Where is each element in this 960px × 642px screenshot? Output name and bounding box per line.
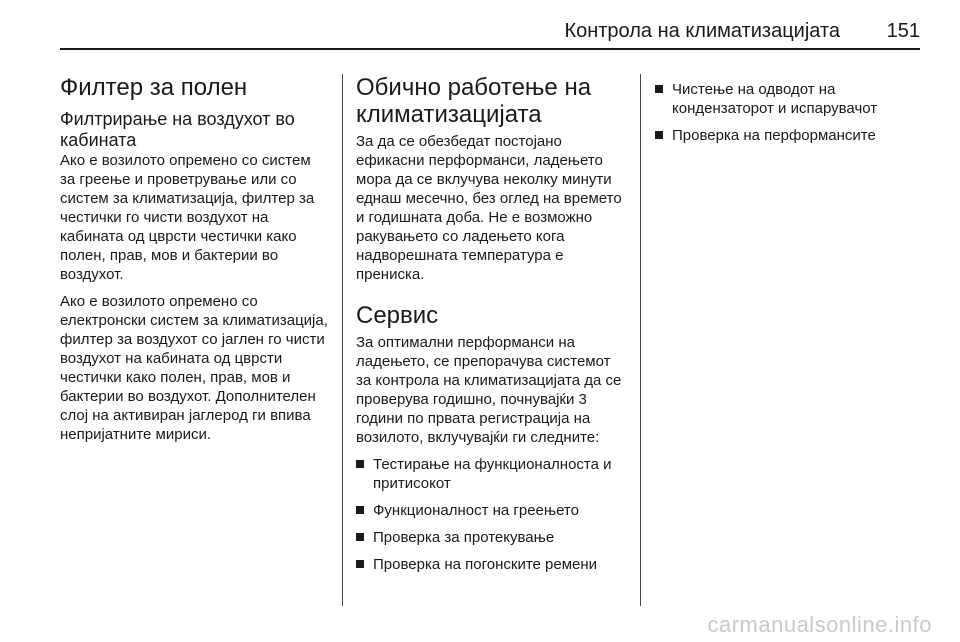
column-2	[356, 74, 624, 582]
paragraph: Ако е возилото опремено со систем за греење и проветрување или со систем за климатизација, филтер за честички го чисти воздухот на кабината од цврсти честички како полен, прав, мов и бактерии во воздухот.	[60, 152, 315, 283]
section-heading-pollen-filter: Филтер за полен	[60, 74, 248, 101]
page-header	[60, 14, 920, 50]
column-3	[655, 74, 923, 153]
subheading-cabin-air-filtration: Филтрирање на воздухот во кабината	[60, 109, 295, 150]
square-bullet-icon	[356, 460, 364, 468]
paragraph: За да се обезбедат постојано ефикасни перформанси, ладењето мора да се вклучува неколку минути еднаш месечно, без оглед на времето и годишната доба. Не е возможно ракувањето со ладењето кога надворешната температура е прениска.	[356, 133, 622, 283]
square-bullet-icon	[356, 533, 364, 541]
square-bullet-icon	[356, 560, 364, 568]
list-item: Проверка на погонските ремени	[356, 555, 624, 574]
list-item: Тестирање на функционалноста и притисокот	[356, 455, 624, 493]
service-checklist-continued	[655, 80, 923, 145]
service-checklist	[356, 455, 624, 574]
column-divider-1	[342, 74, 343, 606]
page-number: 151	[886, 20, 920, 42]
column-1	[60, 74, 328, 452]
section-heading-service: Сервис	[356, 302, 439, 329]
header-title: Контрола на климатизацијата	[564, 20, 840, 42]
list-item: Проверка на перформансите	[655, 126, 923, 145]
paragraph: За оптимални перформанси на ладењето, се препорачува системот за контрола на климатизацијата да се проверува годишно, почнувајќи 3 години по првата регистрација на возилото, вклучувајќи ги следните:	[356, 334, 622, 446]
square-bullet-icon	[655, 85, 663, 93]
section-heading-normal-operation: Обично работење на климатизацијата	[356, 74, 592, 128]
list-item: Чистење на одводот на кондензаторот и испарувачот	[655, 80, 923, 118]
square-bullet-icon	[655, 131, 663, 139]
column-divider-2	[640, 74, 641, 606]
paragraph: Ако е возилото опремено со електронски систем за климатизација, филтер за воздухот со јаглен го чисти воздухот на кабината од цврсти честички како полен, прав, мов и бактерии во воздухот. Дополнителен слој на активиран јаглерод ги впива непријатните мириси.	[60, 293, 328, 443]
watermark: carmanualsonline.info	[707, 612, 932, 637]
square-bullet-icon	[356, 506, 364, 514]
list-item: Функционалност на греењето	[356, 501, 624, 520]
list-item: Проверка за протекување	[356, 528, 624, 547]
